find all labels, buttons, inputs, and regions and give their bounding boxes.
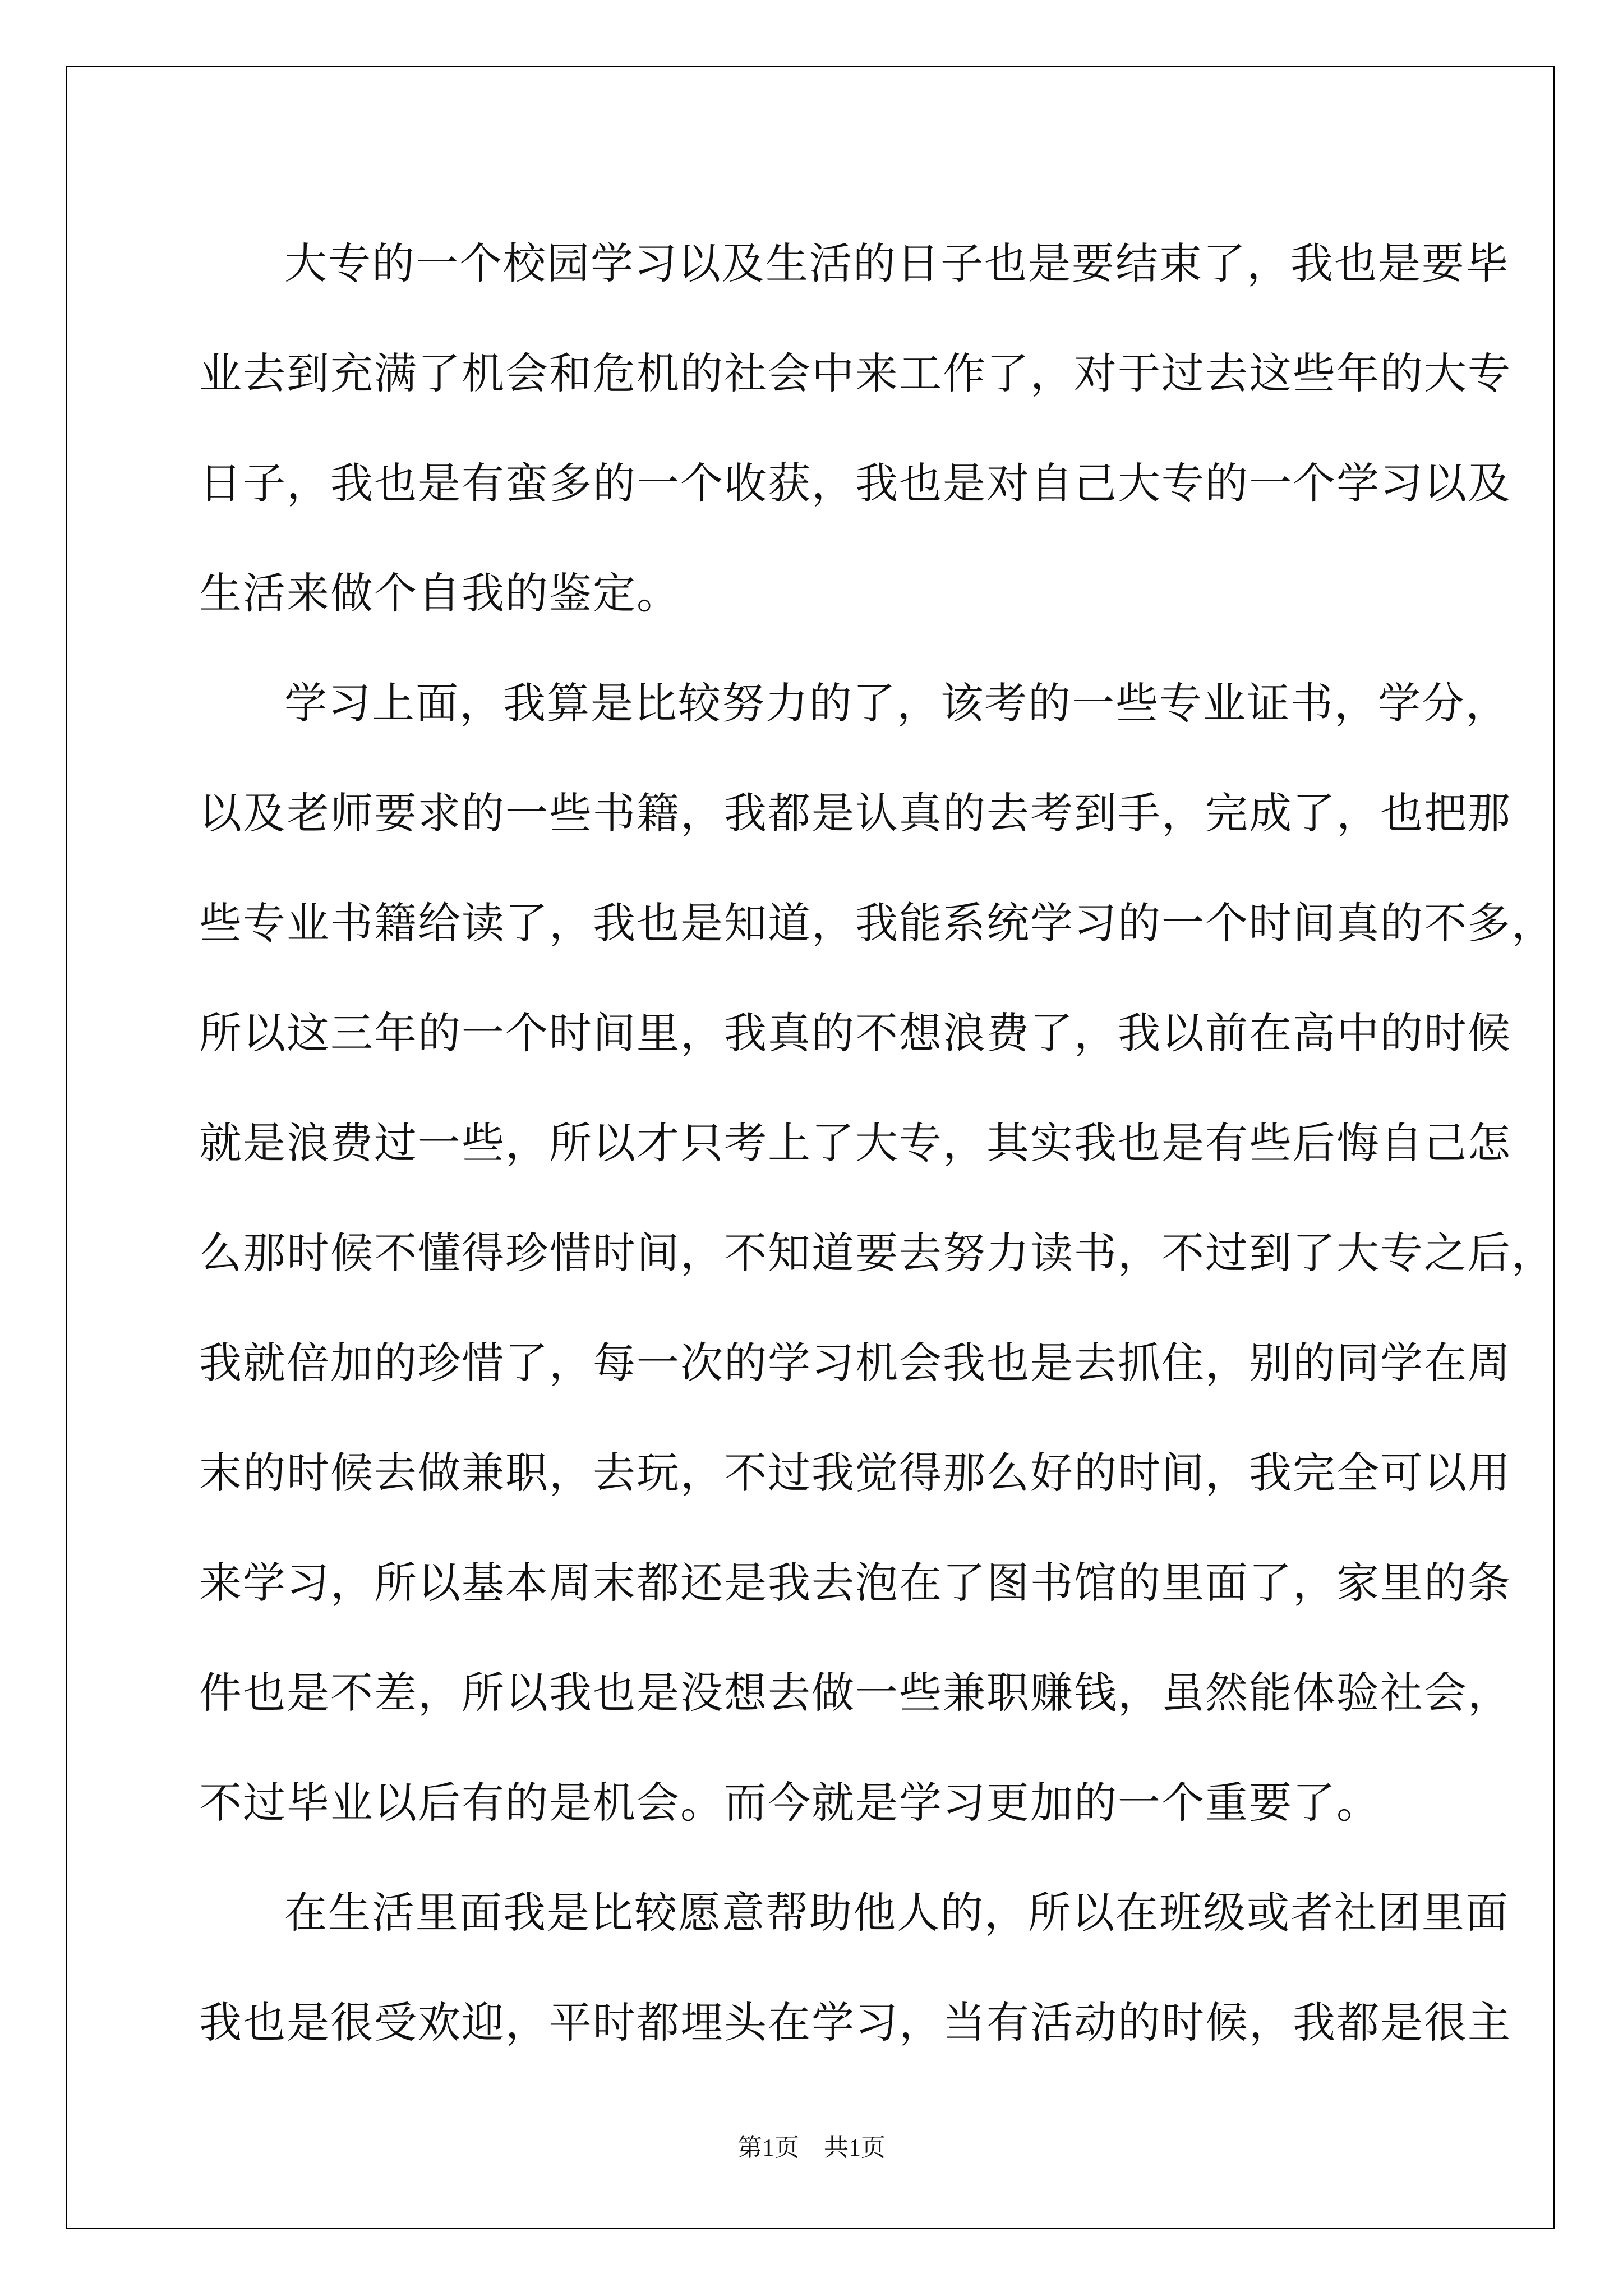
paragraph-1-line-3: 日子，我也是有蛮多的一个收获，我也是对自己大专的一个学习以及	[199, 458, 1511, 508]
paragraph-2-line-1: 学习上面，我算是比较努力的了，该考的一些专业证书，学分，	[284, 678, 1509, 728]
paragraph-2-line-11: 不过毕业以后有的是机会。而今就是学习更加的一个重要了。	[199, 1778, 1380, 1828]
paragraph-2-line-9: 来学习，所以基本周末都还是我去泡在了图书馆的里面了，家里的条	[199, 1558, 1511, 1608]
paragraph-1-line-4: 生活来做个自我的鉴定。	[199, 568, 680, 618]
paragraph-1-line-1: 大专的一个校园学习以及生活的日子也是要结束了，我也是要毕	[284, 238, 1509, 288]
paragraph-2-line-6: 么那时候不懂得珍惜时间，不知道要去努力读书，不过到了大专之后，	[199, 1228, 1555, 1278]
paragraph-2-line-10: 件也是不差，所以我也是没想去做一些兼职赚钱，虽然能体验社会，	[199, 1668, 1511, 1718]
document-body	[199, 209, 1555, 2078]
page-total: 共1页	[824, 2134, 886, 2161]
page-number: 第1页	[737, 2134, 799, 2161]
paragraph-3-line-2: 我也是很受欢迎，平时都埋头在学习，当有活动的时候，我都是很主	[199, 1998, 1511, 2047]
paragraph-2-line-3: 些专业书籍给读了，我也是知道，我能系统学习的一个时间真的不多，	[199, 898, 1555, 948]
paragraph-3-line-1: 在生活里面我是比较愿意帮助他人的，所以在班级或者社团里面	[284, 1888, 1509, 1938]
paragraph-2-line-7: 我就倍加的珍惜了，每一次的学习机会我也是去抓住，别的同学在周	[199, 1338, 1511, 1388]
paragraph-2-line-5: 就是浪费过一些，所以才只考上了大专，其实我也是有些后悔自己怎	[199, 1118, 1511, 1168]
paragraph-2-line-2: 以及老师要求的一些书籍，我都是认真的去考到手，完成了，也把那	[199, 788, 1511, 838]
paragraph-2-line-8: 末的时候去做兼职，去玩，不过我觉得那么好的时间，我完全可以用	[199, 1448, 1511, 1498]
paragraph-2-line-4: 所以这三年的一个时间里，我真的不想浪费了，我以前在高中的时候	[199, 1008, 1511, 1058]
paragraph-1-line-2: 业去到充满了机会和危机的社会中来工作了，对于过去这些年的大专	[199, 348, 1511, 398]
page-footer	[0, 2127, 1623, 2163]
